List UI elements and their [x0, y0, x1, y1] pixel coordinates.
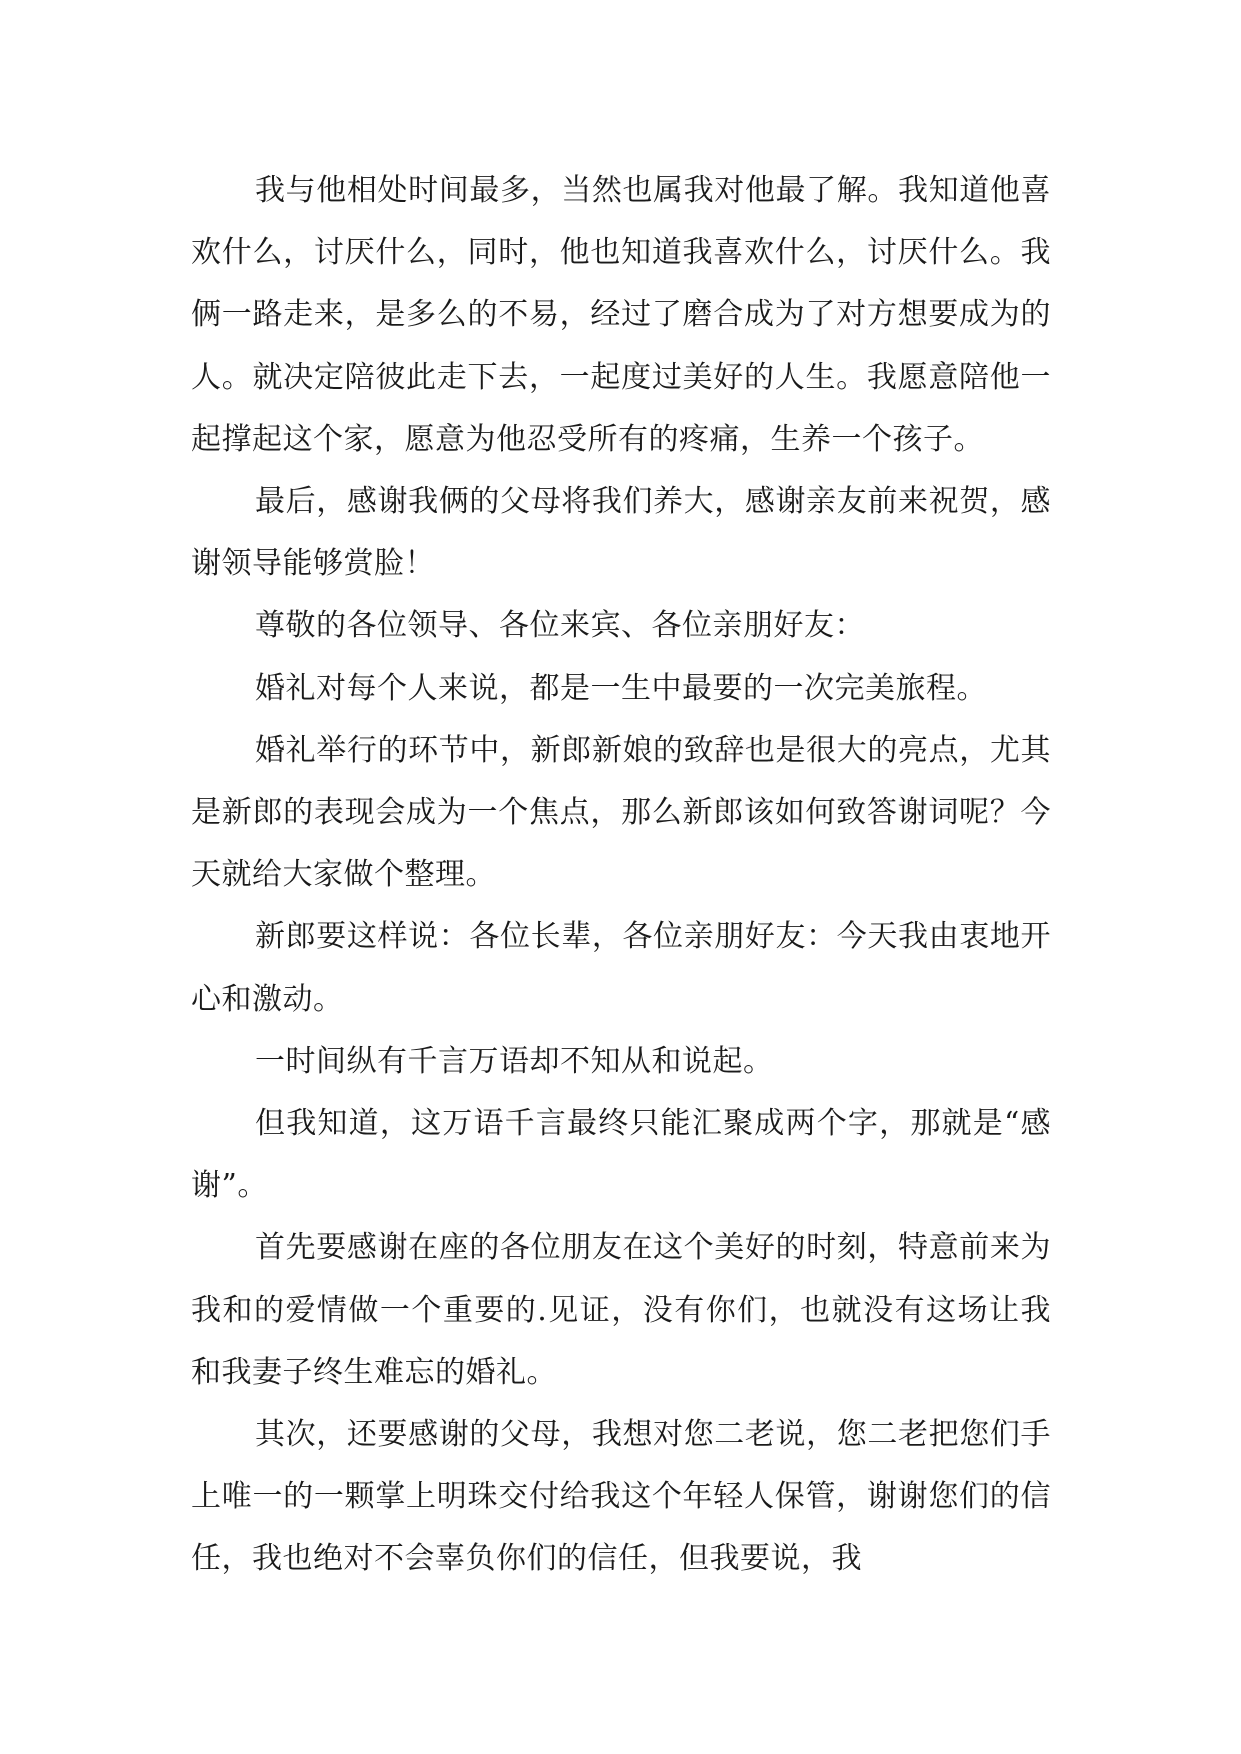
- paragraph: 其次，还要感谢的父母，我想对您二老说，您二老把您们手上唯一的一颗掌上明珠交付给我这个年轻人保管，谢谢您们的信任，我也绝对不会辜负你们的信任，但我要说，我: [191, 1417, 1051, 1577]
- document-body: [191, 160, 1051, 1591]
- paragraph: 尊敬的各位领导、各位来宾、各位亲朋好友：: [255, 608, 865, 644]
- paragraph: 婚礼对每个人来说，都是一生中最要的一次完美旅程。: [255, 670, 987, 706]
- paragraph: 婚礼举行的环节中，新郎新娘的致辞也是很大的亮点，尤其是新郎的表现会成为一个焦点，那么新郎该如何致答谢词呢？今天就给大家做个整理。: [191, 732, 1051, 893]
- paragraph: 最后，感谢我俩的父母将我们养大，感谢亲友前来祝贺，感谢领导能够赏脸！: [191, 484, 1051, 582]
- paragraph: 新郎要这样说：各位长辈，各位亲朋好友：今天我由衷地开心和激动。: [191, 919, 1051, 1017]
- paragraph: 一时间纵有千言万语却不知从和说起。: [255, 1043, 774, 1079]
- paragraph: 我与他相处时间最多，当然也属我对他最了解。我知道他喜欢什么，讨厌什么，同时，他也知道我喜欢什么，讨厌什么。我俩一路走来，是多么的不易，经过了磨合成为了对方想要成为的人。就决定陪彼此走下去，一起度过美好的人生。我愿意陪他一起撑起这个家，愿意为他忍受所有的疼痛，生养一个孩子。: [191, 173, 1051, 457]
- paragraph: 但我知道，这万语千言最终只能汇聚成两个字，那就是“感谢”。: [191, 1106, 1051, 1204]
- paragraph: 首先要感谢在座的各位朋友在这个美好的时刻，特意前来为我和的爱情做一个重要的.见证，没有你们，也就没有这场让我和我妻子终生难忘的婚礼。: [191, 1230, 1051, 1390]
